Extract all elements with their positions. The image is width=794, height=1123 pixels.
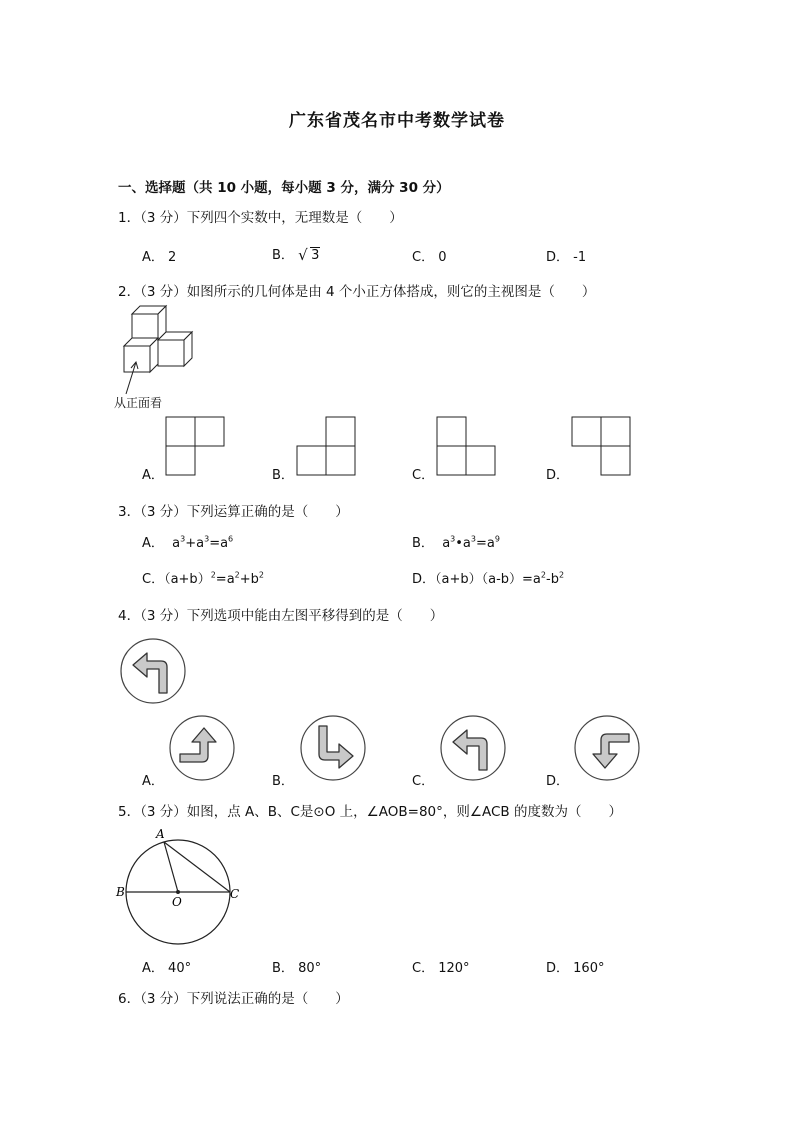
q3-option-a[interactable] [142,532,233,551]
point-label-c: C [230,887,240,901]
option-label: A． [142,536,164,551]
option-formula: $(a+b)(a-b)=a^2-b^2$ [435,570,565,587]
option-label: A． [142,250,164,265]
question-4-stem: 4．（3 分）下列选项中能由左图平移得到的是（ ） [118,608,444,624]
cube-figure [112,302,202,382]
q4-reference-arrow-figure [119,637,187,705]
q4-option-b-figure[interactable] [299,714,367,782]
q2-option-a-figure[interactable] [166,416,226,476]
option-value: 80° [298,961,322,976]
q4-option-a-label[interactable]: A． [142,774,164,789]
option-label: D． [546,250,570,265]
q4-option-d-label[interactable]: D． [546,774,570,789]
option-formula: $a^3•a^3=a^9$ [442,534,500,551]
option-formula: $a^3+a^3=a^6$ [172,534,234,551]
option-label: B． [412,536,434,551]
option-value: 0 [438,250,447,265]
option-label: B． [272,961,294,976]
point-label-a: A [156,827,165,841]
question-3-stem: 3．（3 分）下列运算正确的是（ ） [118,504,349,520]
q2-option-b-label[interactable]: B． [272,468,294,483]
option-label: C． [142,572,165,587]
option-label: B． [272,248,294,263]
option-value: -1 [573,250,587,265]
option-value: 2 [168,250,177,265]
view-direction-caption: 从正面看 [114,396,163,410]
q3-option-b[interactable] [412,532,500,551]
question-2-stem: 2．（3 分）如图所示的几何体是由 4 个小正方体搭成，则它的主视图是（ ） [118,284,596,300]
q2-option-d-label[interactable]: D． [546,468,570,483]
q1-option-a[interactable] [142,246,176,265]
question-6-stem: 6．（3 分）下列说法正确的是（ ） [118,991,349,1007]
q3-option-d[interactable] [412,568,564,587]
section-heading: 一、选择题（共 10 小题，每小题 3 分，满分 30 分） [118,180,450,196]
q4-option-c-label[interactable]: C． [412,774,435,789]
option-value: 120° [438,961,470,976]
question-1-stem: 1．（3 分）下列四个实数中，无理数是（ ） [118,210,403,226]
q4-option-d-figure[interactable] [573,714,641,782]
q3-option-c[interactable] [142,568,264,587]
page-title: 广东省茂名市中考数学试卷 [289,111,505,131]
q5-option-b[interactable] [272,957,321,976]
option-formula: $(a+b)^2=a^2+b^2$ [164,570,264,587]
q1-option-b[interactable] [272,244,320,263]
q1-option-d[interactable] [546,246,586,265]
option-label: A． [142,961,164,976]
option-value: 40° [168,961,192,976]
q2-option-c-label[interactable]: C． [412,468,435,483]
point-label-b: B [116,885,125,899]
sqrt-expression [298,248,320,263]
radicand: 3 [311,248,320,263]
q5-option-c[interactable] [412,957,470,976]
point-label-o: O [172,895,182,909]
q4-option-b-label[interactable]: B． [272,774,294,789]
question-5-stem: 5．（3 分）如图，点 A、B、C是⊙O 上，∠AOB=80°，则∠ACB 的度数为（ ） [118,804,622,820]
q5-option-d[interactable] [546,957,604,976]
q5-option-a[interactable] [142,957,191,976]
q4-option-a-figure[interactable] [168,714,236,782]
option-label: C． [412,250,435,265]
q4-option-c-figure[interactable] [439,714,507,782]
q2-option-d-figure[interactable] [572,416,632,476]
option-label: D． [546,961,570,976]
radical-sign-icon: √ [298,246,308,264]
q1-option-c[interactable] [412,246,447,265]
option-value: 160° [573,961,605,976]
q2-option-c-figure[interactable] [437,416,497,476]
q2-option-b-figure[interactable] [297,416,357,476]
q5-circle-figure [116,826,246,948]
option-label: C． [412,961,435,976]
q2-option-a-label[interactable]: A． [142,468,164,483]
option-label: D． [412,572,436,587]
